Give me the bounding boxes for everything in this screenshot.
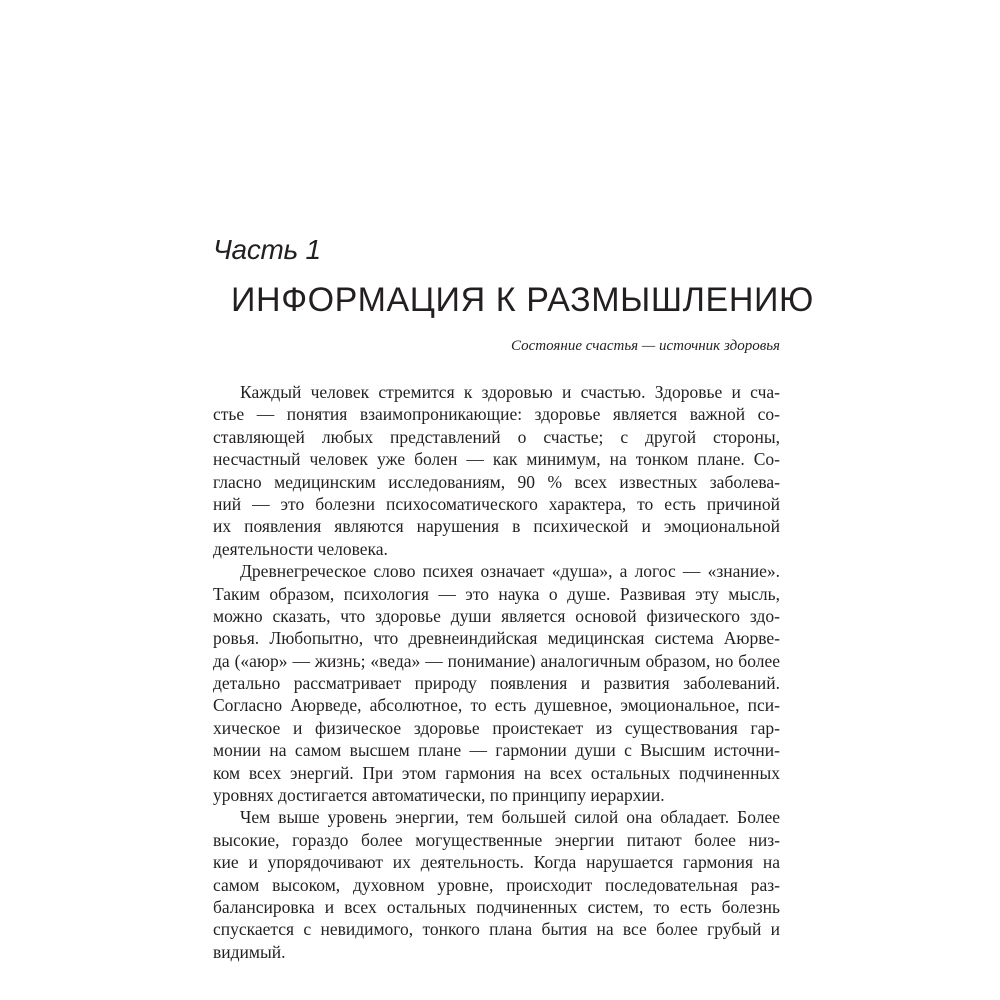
text-line: деятельности человека. (213, 538, 388, 559)
text-line: Таким образом, психология — это наука о душе. Развивая эту мысль, (213, 583, 780, 604)
text-line: самом высоком, духовном уровне, происходит последовательная раз- (213, 874, 780, 895)
text-line: детально рассматривает природу появления и развития заболеваний. (213, 673, 780, 694)
text-line: ровья. Любопытно, что древнеиндийская медицинская система Аюрве- (213, 628, 780, 649)
text-line: гласно медицинским исследованиям, 90 % всех известных заболева- (213, 471, 780, 492)
text-line: Древнегреческое слово психея означает «душа», а логос — «знание». (240, 561, 780, 582)
body-text (213, 381, 780, 963)
text-line: уровнях достигается автоматически, по принципу иерархии. (213, 785, 665, 806)
text-line: несчастный человек уже болен — как минимум, на тонком плане. Со- (213, 449, 780, 470)
epigraph: Состояние счастья — источник здоровья (511, 338, 780, 354)
text-line: кие и упорядочивают их деятельность. Когда нарушается гармония на (213, 852, 780, 873)
chapter-title: ИНФОРМАЦИЯ К РАЗМЫШЛЕНИЮ (231, 281, 814, 319)
text-line: Чем выше уровень энергии, тем большей силой она обладает. Более (240, 807, 780, 828)
text-line: ком всех энергий. При этом гармония на всех остальных подчиненных (213, 762, 780, 783)
part-label: Часть 1 (213, 234, 321, 265)
text-line: ставляющей любых представлений о счастье; с другой стороны, (213, 426, 780, 447)
text-line: стье — понятия взаимопроникающие: здоровье является важной со- (213, 404, 780, 425)
text-line: Согласно Аюрведе, абсолютное, то есть душевное, эмоциональное, пси- (213, 695, 780, 716)
text-line: высокие, гораздо более могущественные энергии питают более низ- (213, 829, 780, 850)
text-line: балансировка и всех остальных подчиненных систем, то есть болезнь (213, 896, 780, 917)
text-line: ний — это болезни психосоматического характера, то есть причиной (213, 493, 780, 514)
text-line: монии на самом высшем плане — гармонии души с Высшим источни- (213, 740, 780, 761)
text-line: спускается с невидимого, тонкого плана бытия на все более грубый и (213, 919, 780, 940)
text-line: их появления являются нарушения в психической и эмоциональной (213, 516, 780, 537)
text-line: да («аюр» — жизнь; «веда» — понимание) аналогичным образом, но более (213, 650, 780, 671)
text-line: видимый. (213, 941, 286, 962)
text-line: можно сказать, что здоровье души является основой физического здо- (213, 605, 780, 626)
text-line: Каждый человек стремится к здоровью и счастью. Здоровье и сча- (240, 382, 780, 402)
text-line: хическое и физическое здоровье проистекает из существования гар- (213, 717, 780, 738)
